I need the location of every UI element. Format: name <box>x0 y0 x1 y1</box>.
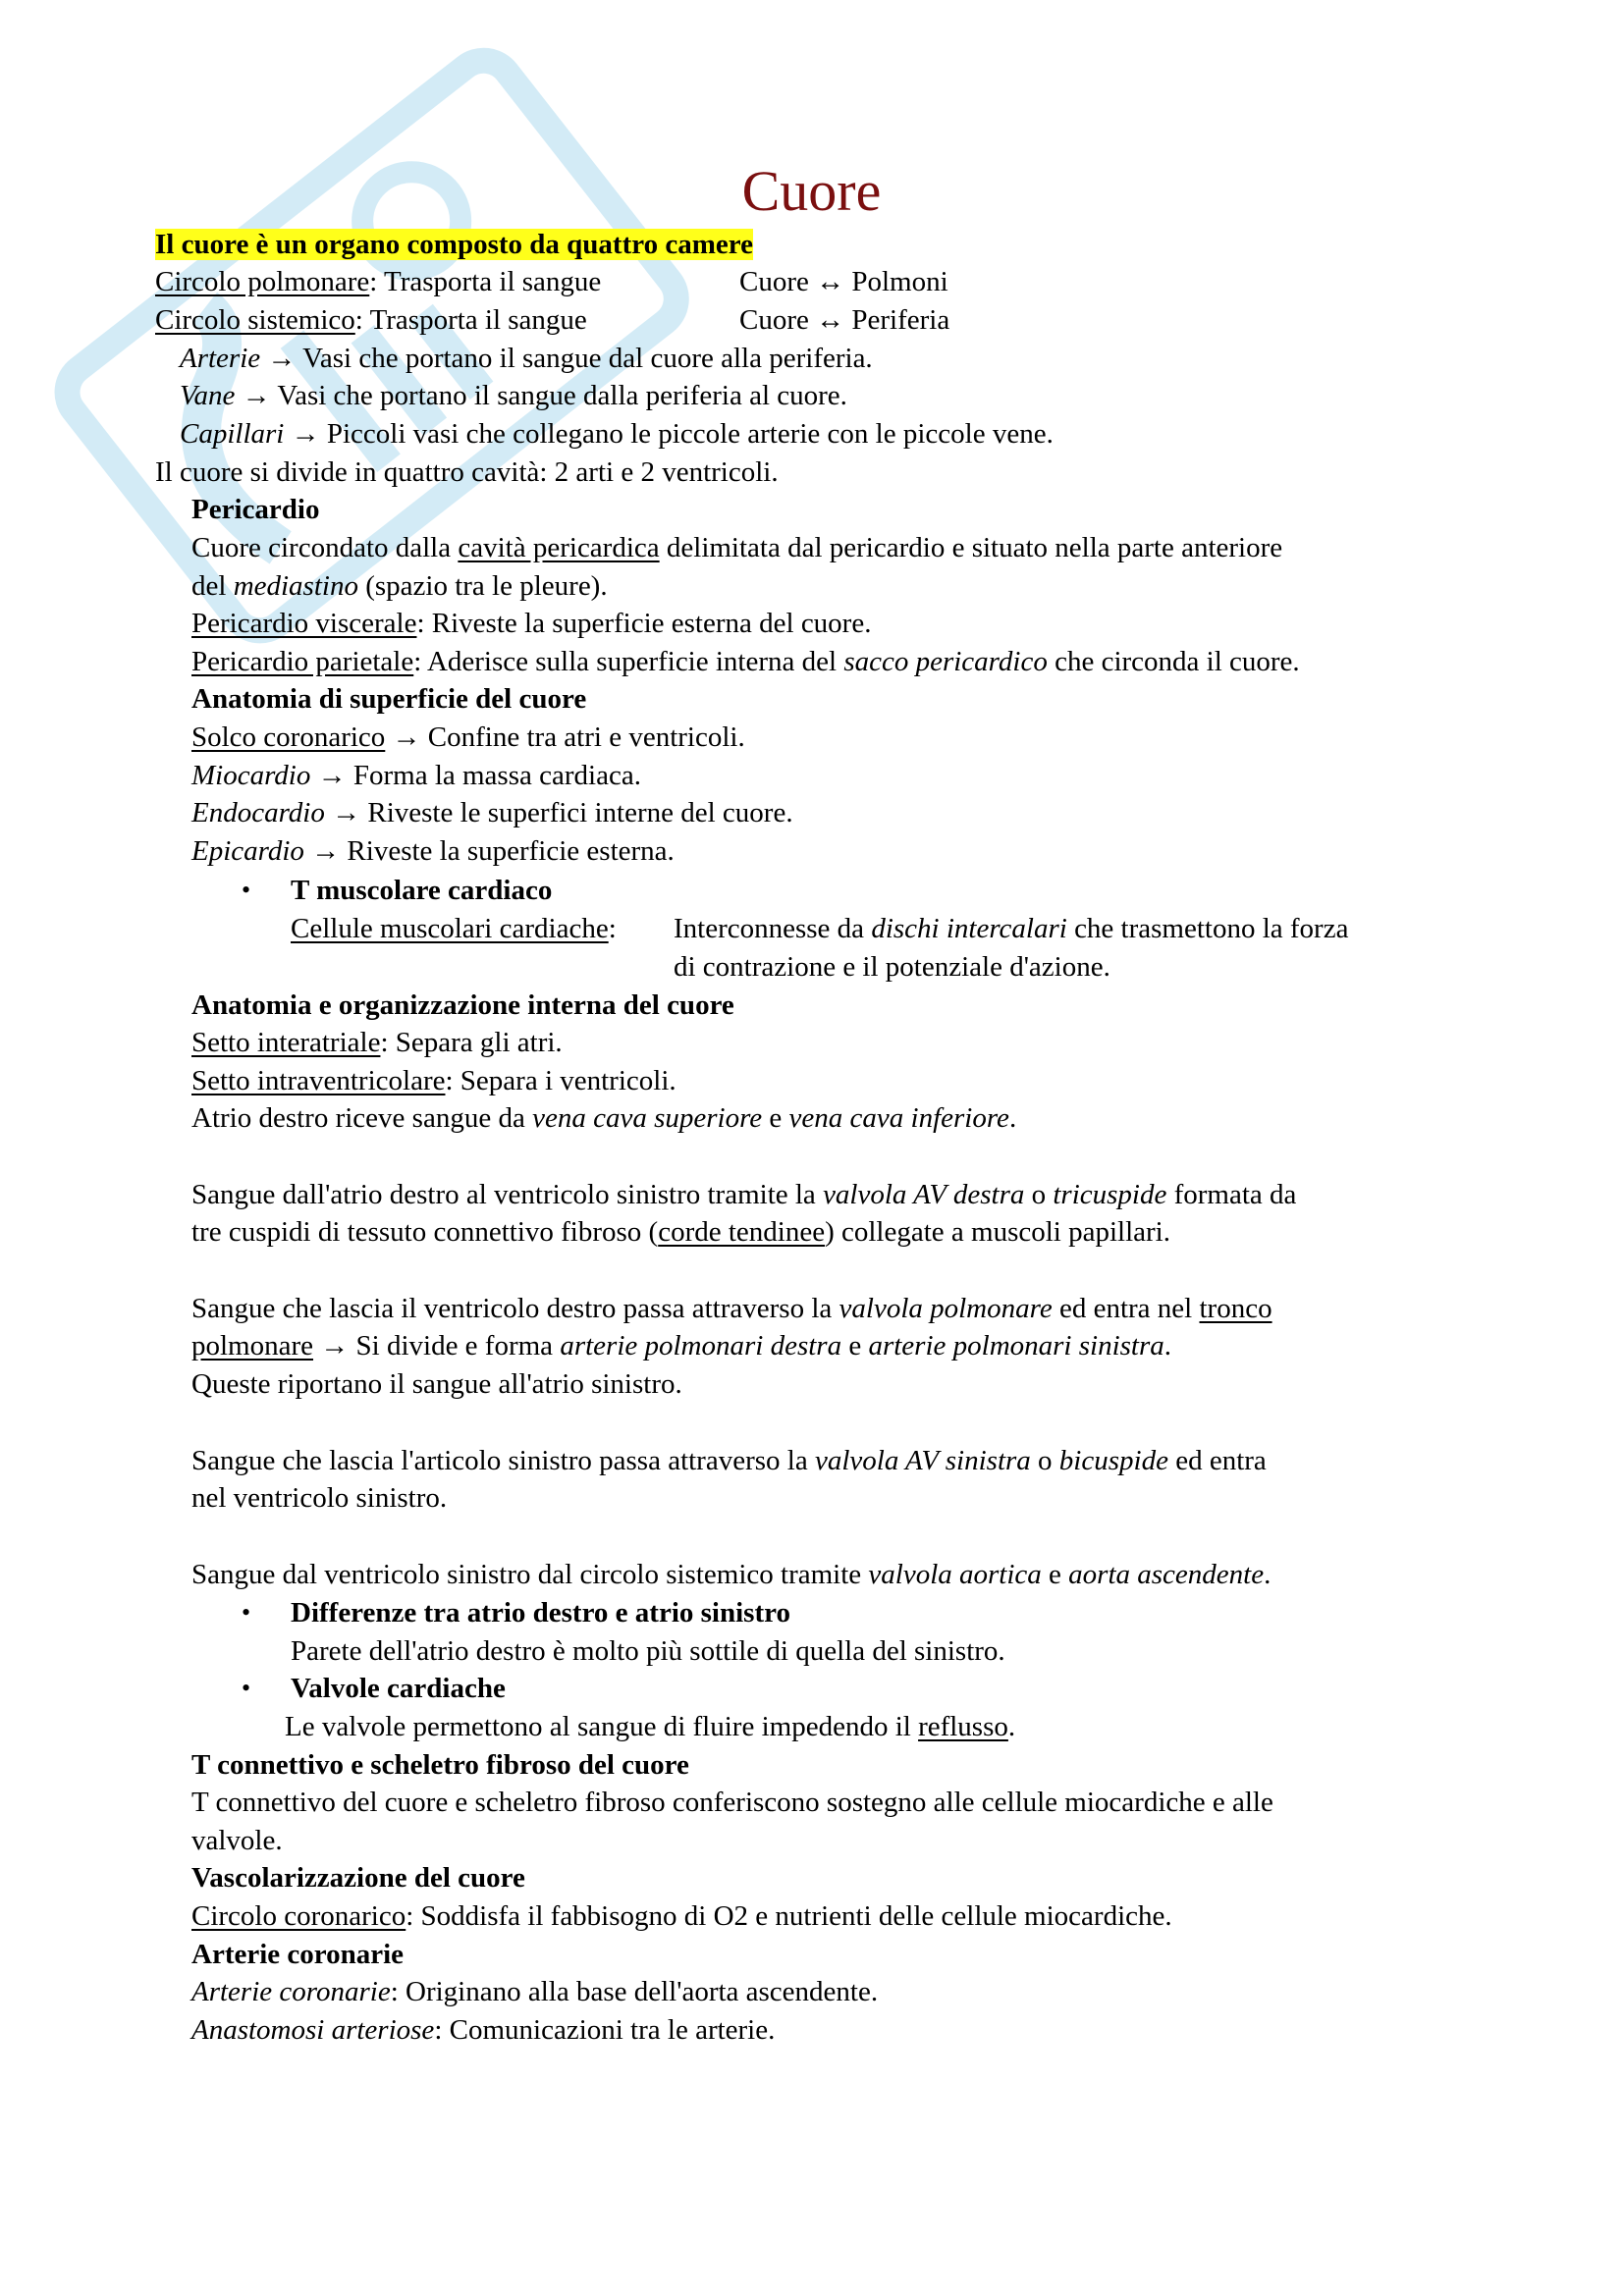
connettivo-line-1: T connettivo del cuore e scheletro fibroso conferiscono sostegno alle cellule miocardiche e alle <box>191 1787 1273 1818</box>
vascolarizzazione-heading: Vascolarizzazione del cuore <box>191 1862 525 1894</box>
miocardio-line: Miocardio → Forma la massa cardiaca. <box>191 760 641 791</box>
endocardio-line: Endocardio → Riveste le superfici interne del cuore. <box>191 797 793 828</box>
atrio-destro-line: Atrio destro riceve sangue da vena cava superiore e vena cava inferiore. <box>191 1102 1017 1134</box>
cellule-desc-2: di contrazione e il potenziale d'azione. <box>674 951 1110 983</box>
pericardio-line-2: del mediastino (spazio tra le pleure). <box>191 570 608 602</box>
pericardio-viscerale: Pericardio viscerale: Riveste la superficie esterna del cuore. <box>191 608 872 639</box>
differenze-text: Parete dell'atrio destro è molto più sottile di quella del sinistro. <box>291 1635 1005 1667</box>
anastomosi-line: Anastomosi arteriose: Comunicazioni tra le arterie. <box>191 2014 776 2046</box>
cellule-desc-1: Interconnesse da dischi intercalari che trasmettono la forza <box>674 913 1349 944</box>
vane-line: Vane → Vasi che portano il sangue dalla periferia al cuore. <box>180 380 847 411</box>
paragraph-1-line-1: Sangue dall'atrio destro al ventricolo sinistro tramite la valvola AV destra o tricuspide formata da <box>191 1179 1297 1210</box>
intro-highlight: Il cuore è un organo composto da quattro camere <box>155 229 753 260</box>
coronarie-heading: Arterie coronarie <box>191 1939 405 1970</box>
cavita-line: Il cuore si divide in quattro cavità: 2 arti e 2 ventricoli. <box>155 456 779 488</box>
circolo-polmonare: Circolo polmonare: Trasporta il sangue <box>155 266 602 297</box>
bullet-valvole: • <box>242 1674 251 1702</box>
circolo-sistemico: Circolo sistemico: Trasporta il sangue <box>155 304 587 336</box>
pericardio-parietale: Pericardio parietale: Aderisce sulla superficie interna del sacco pericardico che circonda il cuore. <box>191 646 1300 677</box>
muscolare-heading: T muscolare cardiaco <box>291 875 553 906</box>
paragraph-1-line-2: tre cuspidi di tessuto connettivo fibroso (corde tendinee) collegate a muscoli papillari. <box>191 1216 1170 1248</box>
pericardio-line-1: Cuore circondato dalla cavità pericardica delimitata dal pericardio e situato nella parte anteriore <box>191 532 1283 563</box>
epicardio-line: Epicardio → Riveste la superficie esterna. <box>191 835 675 867</box>
paragraph-2-line-2: polmonare → Si divide e forma arterie polmonari destra e arterie polmonari sinistra. <box>191 1330 1172 1362</box>
interna-heading: Anatomia e organizzazione interna del cuore <box>191 989 734 1021</box>
circolo-sistemico-route: Cuore ↔ Periferia <box>739 304 950 336</box>
superficie-heading: Anatomia di superficie del cuore <box>191 683 587 715</box>
setto-interatriale: Setto interatriale: Separa gli atri. <box>191 1027 563 1058</box>
bullet-differenze: • <box>242 1598 251 1627</box>
solco-line: Solco coronarico → Confine tra atri e ventricoli. <box>191 721 745 753</box>
connettivo-line-2: valvole. <box>191 1825 283 1856</box>
paragraph-3-line-2: nel ventricolo sinistro. <box>191 1482 448 1514</box>
bullet-muscolare: • <box>242 876 251 904</box>
valvole-heading: Valvole cardiache <box>291 1673 506 1704</box>
setto-intraventricolare: Setto intraventricolare: Separa i ventricoli. <box>191 1065 676 1096</box>
paragraph-4-line-1: Sangue dal ventricolo sinistro dal circolo sistemico tramite valvola aortica e aorta ascendente. <box>191 1559 1271 1590</box>
paragraph-2-line-3: Queste riportano il sangue all'atrio sinistro. <box>191 1368 682 1400</box>
page-title: Cuore <box>741 159 882 223</box>
paragraph-3-line-1: Sangue che lascia l'articolo sinistro passa attraverso la valvola AV sinistra o bicuspide ed entra <box>191 1445 1267 1476</box>
valvole-text: Le valvole permettono al sangue di fluire impedendo il reflusso. <box>285 1711 1016 1742</box>
paragraph-2-line-1: Sangue che lascia il ventricolo destro passa attraverso la valvola polmonare ed entra nel tronco <box>191 1293 1272 1324</box>
arterie-line: Arterie → Vasi che portano il sangue dal cuore alla periferia. <box>180 343 873 374</box>
connettivo-heading: T connettivo e scheletro fibroso del cuore <box>191 1749 689 1781</box>
capillari-line: Capillari → Piccoli vasi che collegano le piccole arterie con le piccole vene. <box>180 418 1054 450</box>
circolo-polmonare-route: Cuore ↔ Polmoni <box>739 266 948 297</box>
arterie-coronarie-line: Arterie coronarie: Originano alla base dell'aorta ascendente. <box>191 1976 879 2007</box>
cellule-term: Cellule muscolari cardiache: <box>291 913 617 944</box>
pericardio-heading: Pericardio <box>191 494 320 525</box>
differenze-heading: Differenze tra atrio destro e atrio sinistro <box>291 1597 790 1629</box>
circolo-coronarico-line: Circolo coronarico: Soddisfa il fabbisogno di O2 e nutrienti delle cellule miocardiche. <box>191 1900 1172 1932</box>
